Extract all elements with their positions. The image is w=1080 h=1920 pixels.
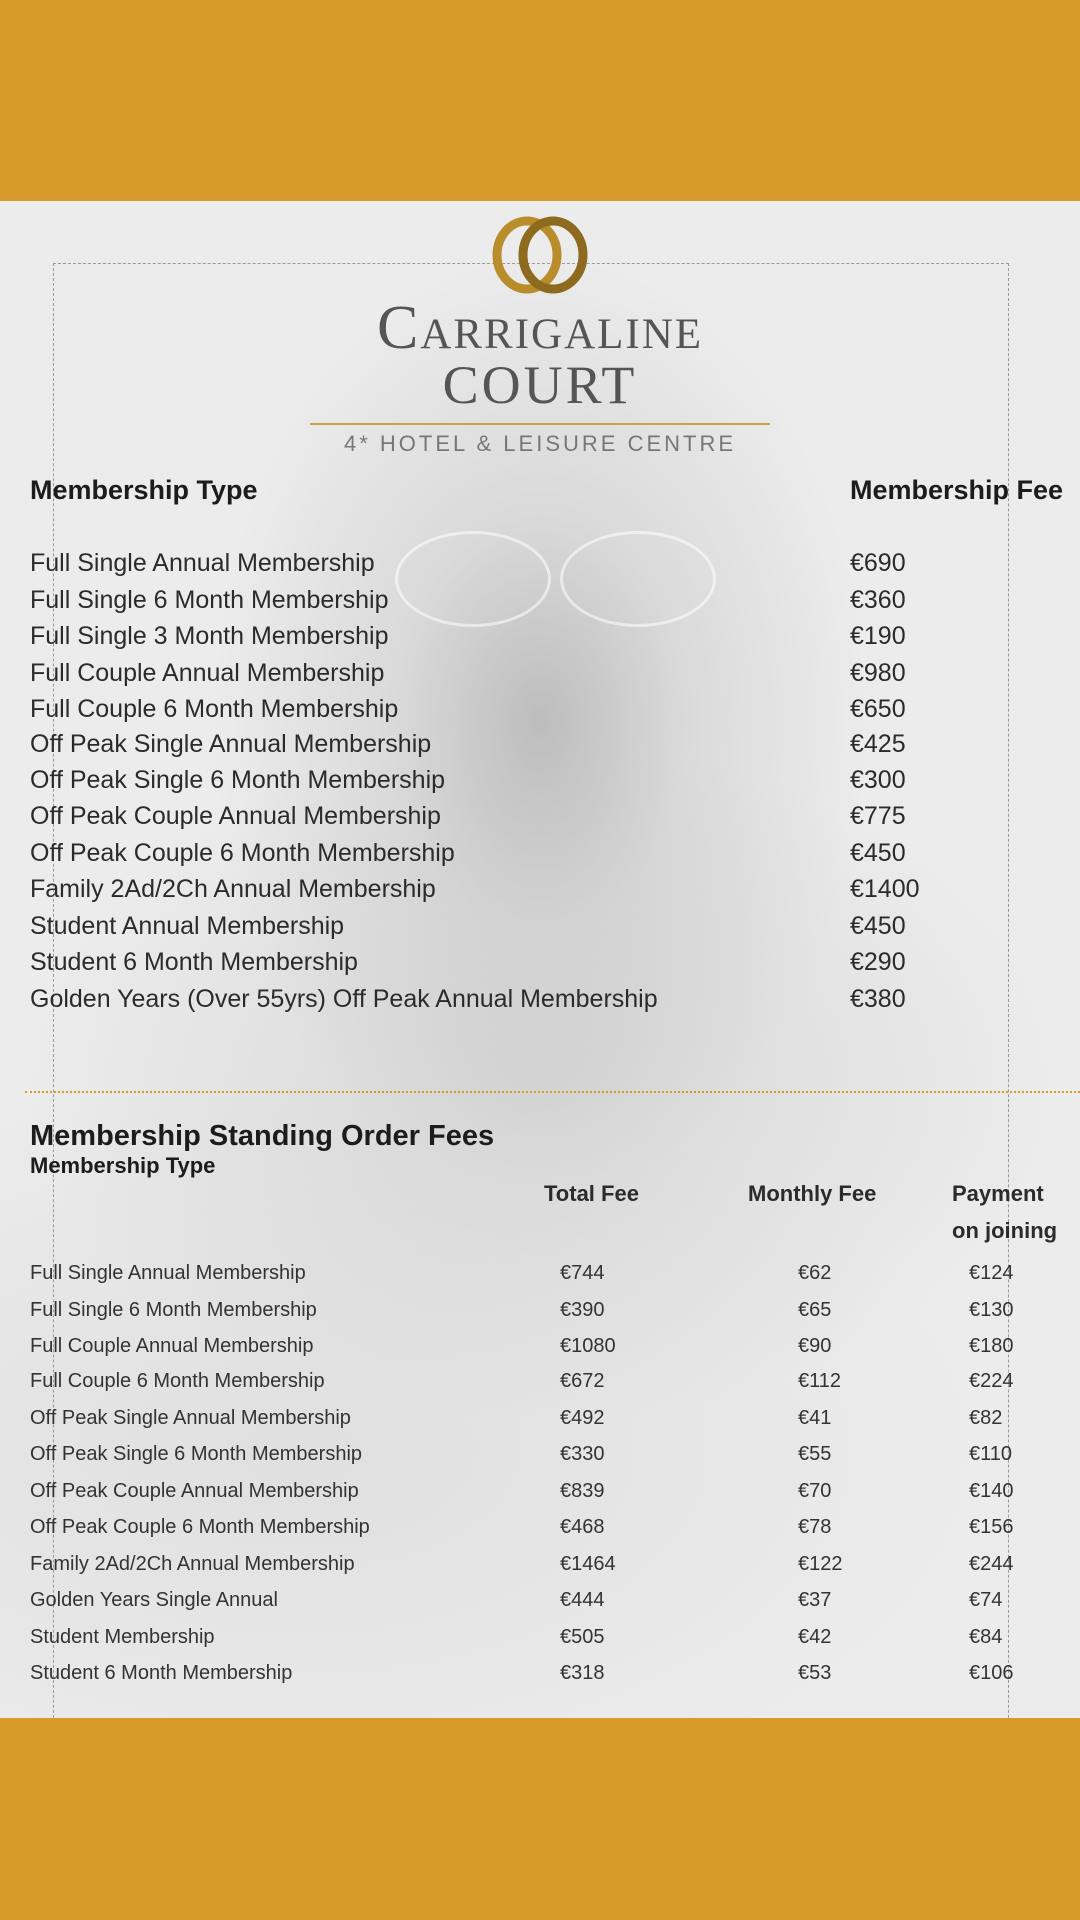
so-row-type: Golden Years Single Annual: [30, 1589, 278, 1611]
bottom-color-band: [0, 1718, 1080, 1920]
standing-order-type-header: Membership Type: [30, 1153, 216, 1178]
so-row-monthly: €41: [798, 1407, 832, 1429]
fee-row-amount: €1400: [850, 875, 920, 903]
so-row-joining: €110: [969, 1443, 1013, 1465]
so-row-type: Full Single 6 Month Membership: [30, 1299, 317, 1321]
so-row-type: Full Couple 6 Month Membership: [30, 1370, 325, 1392]
so-row-total: €744: [560, 1262, 605, 1284]
brand-tagline: 4* HOTEL & LEISURE CENTRE: [343, 431, 737, 456]
so-row-total: €1464: [560, 1553, 616, 1575]
fee-row-amount: €425: [850, 730, 906, 758]
so-row-total: €444: [560, 1589, 605, 1611]
so-row-joining: €180: [969, 1335, 1014, 1357]
fee-row-type: Off Peak Couple Annual Membership: [30, 802, 441, 830]
fee-row-amount: €450: [850, 839, 906, 867]
so-row-joining: €124: [969, 1262, 1014, 1284]
fee-row-type: Off Peak Single 6 Month Membership: [30, 766, 446, 794]
so-row-monthly: €90: [798, 1335, 832, 1357]
so-row-monthly: €55: [798, 1443, 832, 1465]
brand-name-line1: Carrigaline: [376, 294, 704, 362]
so-row-type: Off Peak Couple Annual Membership: [30, 1480, 359, 1502]
fee-row-type: Student 6 Month Membership: [30, 948, 358, 976]
membership-type-header: Membership Type: [30, 475, 258, 505]
standing-order-title: Membership Standing Order Fees: [30, 1120, 495, 1152]
total-fee-header: Total Fee: [544, 1181, 639, 1206]
so-row-joining: €156: [969, 1516, 1014, 1538]
fee-row-type: Full Couple 6 Month Membership: [30, 695, 399, 723]
so-row-type: Family 2Ad/2Ch Annual Membership: [30, 1553, 355, 1575]
so-row-monthly: €53: [798, 1662, 832, 1684]
so-row-monthly: €62: [798, 1262, 832, 1284]
fee-row-amount: €775: [850, 802, 906, 830]
fee-row-type: Full Couple Annual Membership: [30, 659, 385, 687]
so-row-monthly: €65: [798, 1299, 832, 1321]
so-row-monthly: €78: [798, 1516, 832, 1538]
fee-row-amount: €300: [850, 766, 906, 794]
background-goggle-right: [560, 531, 716, 627]
brand-divider: [310, 423, 770, 425]
so-row-monthly: €112: [798, 1370, 842, 1392]
so-row-monthly: €122: [798, 1553, 843, 1575]
payment-on-joining-header-line2: on joining: [952, 1218, 1058, 1243]
fee-row-type: Off Peak Couple 6 Month Membership: [30, 839, 455, 867]
so-row-type: Full Couple Annual Membership: [30, 1335, 314, 1357]
fee-row-type: Family 2Ad/2Ch Annual Membership: [30, 875, 436, 903]
background-goggle-left: [395, 531, 551, 627]
interlocking-rings-icon: [490, 215, 590, 295]
monthly-fee-header: Monthly Fee: [748, 1181, 877, 1206]
fee-row-amount: €380: [850, 985, 906, 1013]
fee-row-amount: €450: [850, 912, 906, 940]
fee-row-type: Student Annual Membership: [30, 912, 345, 940]
so-row-total: €505: [560, 1626, 605, 1648]
so-row-type: Student Membership: [30, 1626, 215, 1648]
membership-price-sheet: [0, 201, 1080, 1718]
so-row-monthly: €42: [798, 1626, 832, 1648]
so-row-total: €330: [560, 1443, 605, 1465]
fee-row-type: Golden Years (Over 55yrs) Off Peak Annual Membership: [30, 985, 658, 1013]
so-row-joining: €224: [969, 1370, 1014, 1392]
so-row-type: Off Peak Couple 6 Month Membership: [30, 1516, 370, 1538]
so-row-total: €1080: [560, 1335, 616, 1357]
so-row-total: €468: [560, 1516, 605, 1538]
so-row-type: Full Single Annual Membership: [30, 1262, 306, 1284]
so-row-monthly: €70: [798, 1480, 832, 1502]
so-row-type: Student 6 Month Membership: [30, 1662, 293, 1684]
fee-row-type: Full Single 3 Month Membership: [30, 622, 389, 650]
fee-row-type: Full Single Annual Membership: [30, 549, 375, 577]
so-row-total: €492: [560, 1407, 605, 1429]
fee-row-type: Off Peak Single Annual Membership: [30, 730, 432, 758]
so-row-type: Off Peak Single 6 Month Membership: [30, 1443, 363, 1465]
hotel-logo: [0, 215, 1080, 457]
so-row-joining: €244: [969, 1553, 1014, 1575]
so-row-monthly: €37: [798, 1589, 832, 1611]
fee-row-type: Full Single 6 Month Membership: [30, 586, 389, 614]
fee-row-amount: €650: [850, 695, 906, 723]
fee-row-amount: €690: [850, 549, 906, 577]
brand-name-line2: COURT: [442, 355, 638, 415]
fee-row-amount: €980: [850, 659, 906, 687]
section-divider: [25, 1091, 1080, 1093]
fee-row-amount: €290: [850, 948, 906, 976]
so-row-total: €390: [560, 1299, 605, 1321]
fee-row-amount: €190: [850, 622, 906, 650]
fee-row-amount: €360: [850, 586, 906, 614]
so-row-joining: €74: [969, 1589, 1003, 1611]
so-row-joining: €130: [969, 1299, 1014, 1321]
so-row-type: Off Peak Single Annual Membership: [30, 1407, 351, 1429]
payment-on-joining-header-line1: Payment: [952, 1181, 1044, 1206]
so-row-total: €672: [560, 1370, 605, 1392]
so-row-joining: €140: [969, 1480, 1014, 1502]
so-row-joining: €82: [969, 1407, 1003, 1429]
so-row-joining: €106: [969, 1662, 1014, 1684]
so-row-total: €318: [560, 1662, 605, 1684]
so-row-joining: €84: [969, 1626, 1003, 1648]
so-row-total: €839: [560, 1480, 605, 1502]
membership-fee-header: Membership Fee: [850, 475, 1064, 505]
top-color-band: [0, 0, 1080, 201]
